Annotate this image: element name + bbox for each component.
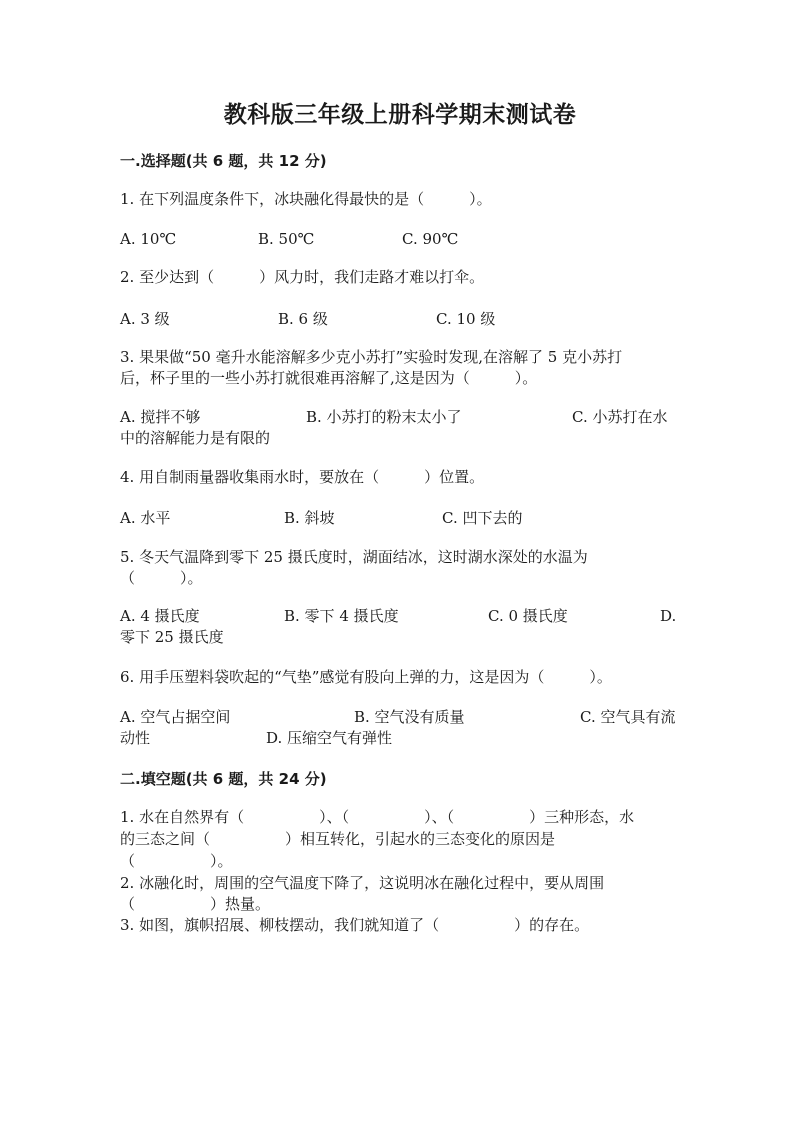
question-5-option-b: B. 零下 4 摄氏度 xyxy=(284,607,399,625)
question-1-option-a: A. 10℃ xyxy=(120,230,177,248)
question-3-option-c-continued: 中的溶解能力是有限的 xyxy=(120,429,271,447)
question-2-option-c: C. 10 级 xyxy=(436,310,496,328)
question-1-option-b: B. 50℃ xyxy=(258,230,315,248)
question-4-option-c: C. 凹下去的 xyxy=(442,509,523,527)
question-6-option-c-continued: 动性 xyxy=(120,729,151,747)
question-2-stem: 2. 至少达到（ ）风力时，我们走路才难以打伞。 xyxy=(120,268,485,286)
question-3-option-c: C. 小苏打在水 xyxy=(572,408,668,426)
fill-1-line-2: 的三态之间（ ）相互转化，引起水的三态变化的原因是 xyxy=(120,830,556,848)
question-3-option-a: A. 搅拌不够 xyxy=(120,408,201,426)
question-2-option-b: B. 6 级 xyxy=(278,310,328,328)
question-6-option-c: C. 空气具有流 xyxy=(580,708,676,726)
question-3-option-b: B. 小苏打的粉末太小了 xyxy=(306,408,462,426)
question-5-option-d-continued: 零下 25 摄氏度 xyxy=(120,628,224,646)
fill-2-line-2: （ ）热量。 xyxy=(120,895,271,913)
question-6-stem: 6. 用手压塑料袋吹起的“气垫”感觉有股向上弹的力，这是因为（ ）。 xyxy=(120,668,612,686)
question-5-option-c: C. 0 摄氏度 xyxy=(488,607,568,625)
section-heading-choice: 一.选择题(共 6 题，共 12 分) xyxy=(120,152,327,170)
question-3-stem-line-2: 后，杯子里的一些小苏打就很难再溶解了,这是因为（ ）。 xyxy=(120,369,538,387)
fill-1-line-1: 1. 水在自然界有（ ）、（ ）、（ ）三种形态，水 xyxy=(120,808,635,826)
question-1-option-c: C. 90℃ xyxy=(402,230,459,248)
section-heading-fill-in: 二.填空题(共 6 题，共 24 分) xyxy=(120,770,327,788)
question-5-option-d: D. xyxy=(660,607,677,625)
fill-3-line-1: 3. 如图，旗帜招展、柳枝摆动，我们就知道了（ ）的存在。 xyxy=(120,916,590,934)
question-5-option-a: A. 4 摄氏度 xyxy=(120,607,200,625)
fill-1-line-3: （ ）。 xyxy=(120,852,233,870)
question-4-option-b: B. 斜坡 xyxy=(284,509,335,527)
question-4-stem: 4. 用自制雨量器收集雨水时，要放在（ ）位置。 xyxy=(120,468,485,486)
fill-2-line-1: 2. 冰融化时，周围的空气温度下降了，这说明冰在融化过程中，要从周围 xyxy=(120,874,605,892)
question-5-stem-line-1: 5. 冬天气温降到零下 25 摄氏度时，湖面结冰，这时湖水深处的水温为 xyxy=(120,548,588,566)
page-title: 教科版三年级上册科学期末测试卷 xyxy=(223,101,577,128)
question-3-stem-line-1: 3. 果果做“50 毫升水能溶解多少克小苏打”实验时发现,在溶解了 5 克小苏打 xyxy=(120,348,623,366)
question-6-option-b: B. 空气没有质量 xyxy=(354,708,465,726)
question-6-option-d: D. 压缩空气有弹性 xyxy=(266,729,393,747)
question-1-stem: 1. 在下列温度条件下，冰块融化得最快的是（ ）。 xyxy=(120,190,492,208)
question-6-option-a: A. 空气占据空间 xyxy=(120,708,231,726)
question-5-stem-line-2: （ ）。 xyxy=(120,569,203,587)
question-2-option-a: A. 3 级 xyxy=(120,310,170,328)
question-4-option-a: A. 水平 xyxy=(120,509,171,527)
